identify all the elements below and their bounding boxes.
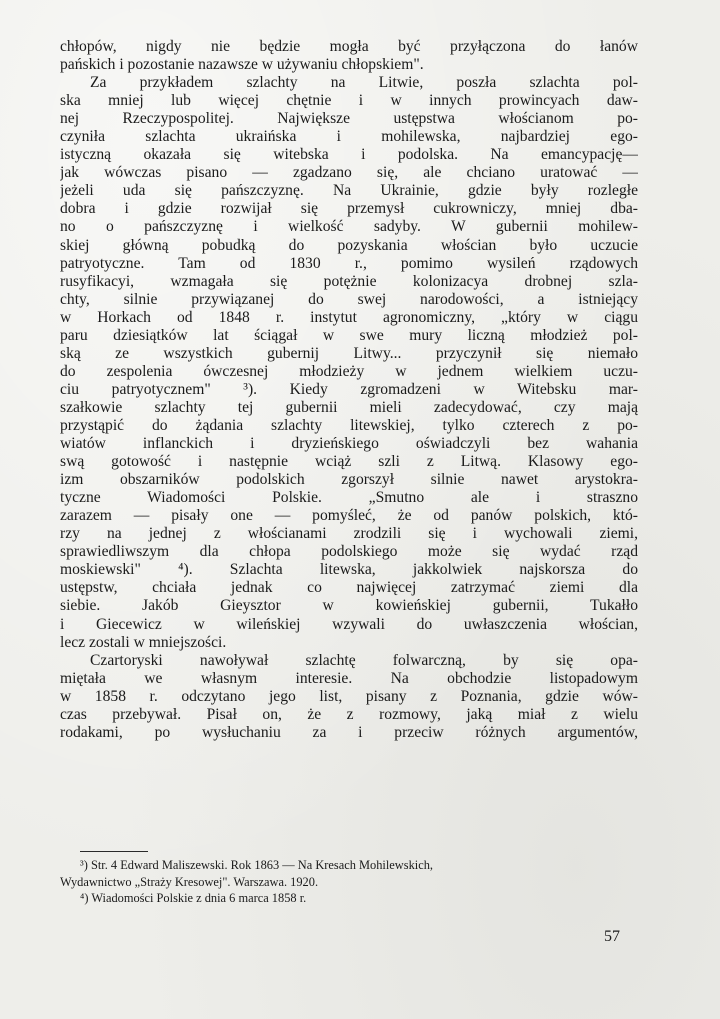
text-line: w Horkach od 1848 r. instytut agronomiczny, „który w ciągu [60, 308, 638, 326]
text-line: wiatów inflanckich i dryzieńskiego oświadczyli bez wahania [60, 435, 638, 453]
text-line: rusyfikacyi, wzmagała się potężnie kolonizacya drobnej szla- [60, 272, 638, 290]
text-line: dobra i gdzie rozwijał się przemysł cukrowniczy, mniej dba- [60, 200, 638, 218]
footnote-line: ⁴) Wiadomości Polskie z dnia 6 marca 1858 r. [80, 891, 307, 905]
text-line: szałkowie szlachty tej gubernii mieli zadecydować, czy mają [60, 398, 638, 416]
text-line: ska mniej lub więcej chętnie i w innych prowincyach daw- [60, 92, 638, 110]
text-line: ską ze wszystkich gubernij Litwy... przyczynił się niemało [60, 344, 638, 362]
text-line: ustępstw, chciała jednak co najwięcej zatrzymać ziemi dla [60, 579, 638, 597]
text-line: izm obszarników podolskich zgorszył silnie nawet arystokra- [60, 471, 638, 489]
text-line: rzy na jednej z włościanami zrodzili się i wychowali ziemi, [60, 525, 638, 543]
text-line: miętała we własnym interesie. Na obchodzie listopadowym [60, 669, 638, 687]
footnote-separator [80, 851, 148, 852]
text-line: zarazem — pisały one — pomyśleć, że od panów polskich, któ- [60, 507, 638, 525]
text-line: w 1858 r. odczytano jego list, pisany z Poznania, gdzie wów- [60, 687, 638, 705]
text-line: siebie. Jakób Gieysztor w kowieńskiej gubernii, Tukałło [60, 597, 638, 615]
text-line: Za przykładem szlachty na Litwie, poszła szlachta pol- [90, 74, 638, 92]
text-line: przystąpić do żądania szlachty litewskiej, tylko czterech z po- [60, 416, 638, 434]
text-line: pańskich i pozostanie nazawsze w używaniu chłopskiem". [60, 56, 424, 74]
text-line: jak wówczas pisano — zgadzano się, ale chciano uratować — [60, 164, 638, 182]
footnotes [60, 857, 638, 907]
text-line: czas przebywał. Pisał on, że z rozmowy, jaką miał z wielu [60, 705, 638, 723]
text-line: do zespolenia ówczesnej młodzieży w jednem wielkiem uczu- [60, 362, 638, 380]
text-line: jeżeli uda się pańszczyznę. Na Ukrainie, gdzie były rozległe [60, 182, 638, 200]
text-line: swą gotowość i następnie wciąż szli z Litwą. Klasowy ego- [60, 453, 638, 471]
text-line: moskiewski" ⁴). Szlachta litewska, jakkolwiek najskorsza do [60, 561, 638, 579]
text-line: nej Rzeczypospolitej. Największe ustępstwa włościanom po- [60, 110, 638, 128]
text-line: patryotyczne. Tam od 1830 r., pomimo wysileń rządowych [60, 254, 638, 272]
text-line: tyczne Wiadomości Polskie. „Smutno ale i straszno [60, 489, 638, 507]
text-line: istyczną okazała się witebska i podolska. Na emancypację— [60, 146, 638, 164]
text-line: lecz zostali w mniejszości. [60, 633, 227, 651]
text-line: paru dziesiątków lat ściągał w swe mury liczną młodzież pol- [60, 326, 638, 344]
text-line: Czartoryski nawoływał szlachtę folwarczną, by się opa- [90, 651, 638, 669]
text-line: ciu patryotycznem" ³). Kiedy zgromadzeni w Witebsku mar- [60, 380, 638, 398]
footnote-line: ³) Str. 4 Edward Maliszewski. Rok 1863 — Na Kresach Mohilewskich, [80, 858, 434, 872]
text-line: no o pańszczyznę i wielkość sadyby. W gubernii mohilew- [60, 218, 638, 236]
page-number: 57 [604, 928, 620, 945]
text-line: chty, silnie przywiązanej do swej narodowości, a istniejący [60, 290, 638, 308]
text-line: chłopów, nigdy nie będzie mogła być przyłączona do łanów [60, 38, 638, 55]
text-line: rodakami, po wysłuchaniu za i przeciw różnych argumentów, [60, 723, 638, 741]
text-line: skiej główną pobudką do pozyskania włościan było uczucie [60, 236, 638, 254]
text-line: i Giecewicz w wileńskiej wzywali do uwłaszczenia włościan, [60, 615, 638, 633]
footnote-line: Wydawnictwo „Straży Kresowej". Warszawa. 1920. [60, 874, 319, 889]
body-text [60, 38, 638, 742]
text-line: sprawiedliwszym dla chłopa podolskiego może się wydać rząd [60, 543, 638, 561]
text-line: czyniła szlachta ukraińska i mohilewska, najbardziej ego- [60, 128, 638, 146]
